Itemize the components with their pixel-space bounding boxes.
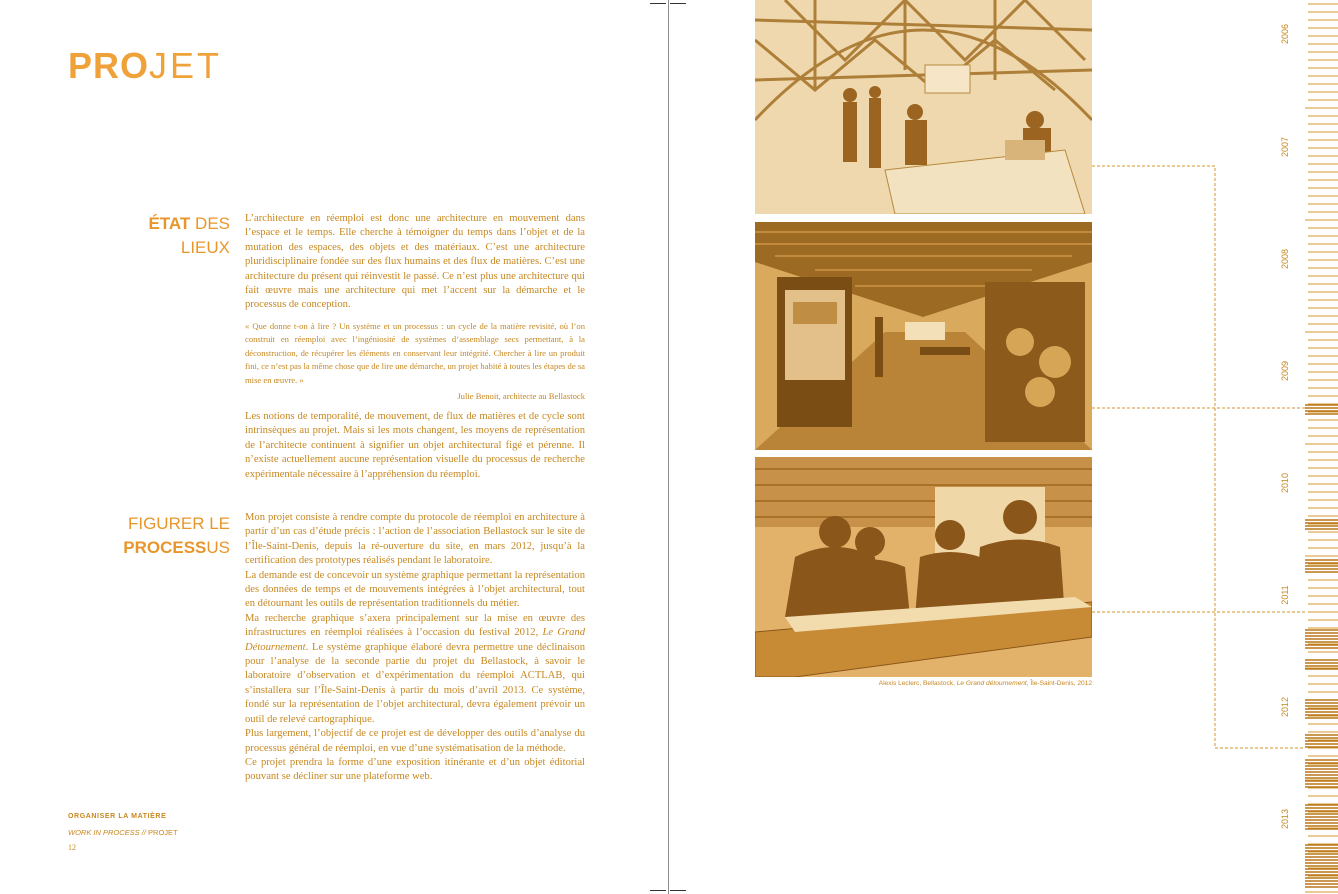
section-heading-etat-des-lieux: ÉTAT DES LIEUX — [148, 214, 230, 257]
crop-mark — [670, 890, 686, 891]
timeline-year-label: 2009 — [1280, 360, 1290, 382]
timeline-connectors — [1090, 160, 1310, 755]
timeline-ruler — [1305, 0, 1338, 894]
crop-mark — [650, 890, 666, 891]
footer-book-title: ORGANISER LA MATIÈRE — [68, 813, 167, 820]
photo-people-at-workbench — [755, 457, 1092, 677]
timeline-year-label: 2012 — [1280, 696, 1290, 718]
quote-author: Julie Benoit, architecte au Bellastock — [457, 391, 585, 401]
body-paragraph-3: Mon projet consiste à rendre compte du protocole de réemploi en architecture à partir d’un cas d’étude précis : l’action de l’association Bellastock sur le site de l’Île-Saint-Denis, depuis la ré-ouverture du site, en mars 2012, jusqu’à la certification des prototypes réalisés pendant le laboratoire. La demande est de concevoir un système graphique permettant la représentation des données de temps et de mouvements intégrées à l’objet architectural, tout en détournant les outils de représentation traditionnels du métier. Ma recherche graphique s’axera principalement sur la mise en œuvre des infrastructures en réemploi réalisées à l’occasion du festival 2012, Le Grand Détournement. Le système graphique élaboré devra permettre une déclinaison pour l’analyse de la seconde partie du projet du Bellastock, à savoir le laboratoire d’observation et d’expérimentation du réemploi ACTLAB, qui s’installera sur l’Île-Saint-Denis à partir du mois d’avril 2013. Ce système, fondé sur la représentation de l’objet architectural, devra également prévoir un outil de relevé cartographique. Plus largement, l’objectif de ce projet est de développer des outils d’analyse du processus général de réemploi, en vue d’une systématisation de la méthode. Ce projet prendra la forme d’une exposition itinérante et d’un objet éditorial pouvant se décliner sur une plateforme web. — [245, 512, 585, 783]
spine-divider — [668, 0, 669, 894]
timeline-year-label: 2010 — [1280, 472, 1290, 494]
crop-mark — [670, 3, 686, 4]
footer-section: WORK IN PROCESS // PROJET — [68, 828, 178, 837]
page-title: PROJET — [68, 45, 223, 86]
photo-caption: Alexis Leclerc, Bellastock, Le Grand détournement, Île-Saint-Denis, 2012 — [878, 680, 1092, 687]
body-paragraph-2: Les notions de temporalité, de mouvement, de flux de matières et de cycle sont intrinsèques au projet. Mais si les mots changent, les moyens de représentation de l’architecte continuent à signifier un objet architectural figé et pérenne. Il n’existe actuellement aucune représentation visuelle du processus de recherche expérimentale nécessaire à l’appréhension du réemploi. — [245, 411, 585, 480]
timeline-year-label: 2007 — [1280, 136, 1290, 158]
crop-mark — [650, 3, 666, 4]
timeline-year-label: 2008 — [1280, 248, 1290, 270]
body-paragraph-1: L’architecture en réemploi est donc une architecture en mouvement dans l’espace et le temps. Elle cherche à témoigner du temps dans l’objet et de la mutation des espaces, des objets et des matériaux. C’est une architecture pluridisciplinaire fondée sur des flux humains et des flux de matières. C’est une architecture du présent qui réinvestit le passé. Ce n’est plus une architecture qui fait œuvre mais une architecture qui met l’accent sur la démarche et le processus de conception. — [245, 213, 585, 311]
photo-geodesic-dome-workshop — [755, 0, 1092, 214]
timeline-year-label: 2013 — [1280, 808, 1290, 830]
photo-covered-market-hall — [755, 222, 1092, 450]
timeline-year-label: 2006 — [1280, 23, 1290, 45]
section-heading-figurer-le-processus: FIGURER LE PROCESSUS — [123, 514, 230, 557]
timeline-year-label: 2011 — [1280, 585, 1290, 605]
page-number: 12 — [68, 843, 76, 852]
quote: « Que donne t-on à lire ? Un système et un processus : un cycle de la matière revisité, où l’on construit en réemploi avec l’ingéniosité de systèmes d’assemblage secs permettant, à la déconstruction, de récupérer les éléments en conservant leur intégrité. Chercher à lire un produit fini, ce n’est pas la même chose que de lire une démarche, un projet habité à toutes les étapes de sa mise en œuvre. » — [245, 321, 585, 385]
